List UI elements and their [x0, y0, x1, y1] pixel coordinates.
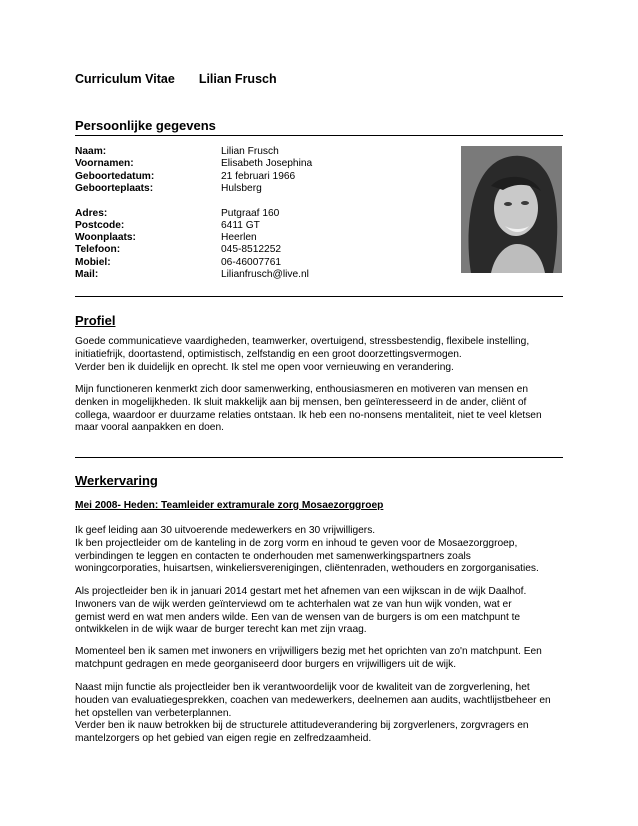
profiel-paragraph-2 — [75, 384, 565, 435]
personal-value: 045-8512252 — [221, 244, 282, 255]
personal-label: Naam: — [75, 146, 107, 157]
text-line: mantelzorgers op het gebied van eigen regie en zelfredzaamheid. — [75, 733, 372, 745]
text-line: Goede communicatieve vaardigheden, teamwerker, overtuigend, stressbestendig, flexibele instelling, — [75, 336, 530, 347]
text-line: houden van evaluatiegesprekken, coachen van medewerkers, deelnemen aan audits, wachtlijstbeheer en — [75, 694, 551, 706]
text-line: verbindingen te leggen en contacten te onderhouden met samenwerkingspartners zoals — [75, 550, 471, 562]
job-title: Mei 2008- Heden: Teamleider extramurale zorg Mosaezorggroep — [75, 500, 384, 511]
personal-value: 6411 GT — [221, 220, 260, 231]
personal-label: Voornamen: — [75, 158, 134, 169]
text-line: matchpunt gedragen en mede georganiseerd door burgers en vrijwilligers uit de wijk. — [75, 658, 457, 670]
personal-value: Lilian Frusch — [221, 146, 279, 157]
text-line: Ik ben projectleider om de kanteling in de zorg vorm en inhoud te geven voor de Mosaezorggroep, — [75, 537, 518, 549]
text-line: Naast mijn functie als projectleider ben ik verantwoordelijk voor de kwaliteit van de zorgverlening, het — [75, 682, 530, 693]
personal-value: 06-46007761 — [221, 257, 282, 268]
divider — [75, 135, 563, 136]
personal-label: Mail: — [75, 269, 99, 280]
text-line: woningcorporaties, huisartsen, winkeliersverenigingen, cliëntenraden, wethouders en zorgorganisaties. — [75, 563, 539, 575]
text-line: Ik geef leiding aan 30 uitvoerende medewerkers en 30 vrijwilligers. — [75, 525, 376, 536]
personal-label: Telefoon: — [75, 244, 121, 255]
text-line: initiatiefrijk, doortastend, optimistisch, zelfstandig en een groot doorzettingsvermogen. — [75, 348, 462, 360]
portrait-image — [461, 146, 562, 273]
text-line: denken in mogelijkheden. Ik sluit makkelijk aan bij mensen, ben geïnteresseerd in de ander, cliënt of — [75, 396, 527, 408]
personal-label: Mobiel: — [75, 257, 111, 268]
profile-photo — [461, 146, 562, 273]
text-line: collega, waardoor er duurzame relaties ontstaan. Ik heb een no-nonsens mentaliteit, niet te veel kletsen — [75, 409, 542, 421]
personal-value: Heerlen — [221, 232, 257, 243]
personal-value: 21 februari 1966 — [221, 171, 296, 182]
personal-label: Geboortedatum: — [75, 171, 155, 182]
personal-section-title: Persoonlijke gegevens — [75, 118, 216, 133]
personal-label: Adres: — [75, 208, 108, 219]
text-line: het opstellen van verbeterplannen. — [75, 707, 232, 719]
text-line: Verder ben ik duidelijk en oprecht. Ik stel me open voor vernieuwing en verandering. — [75, 361, 454, 373]
text-line: Inwoners van de wijk werden geïnterviewd om te achterhalen wat ze van hun wijk vonden, wat er — [75, 598, 512, 610]
profiel-section-title: Profiel — [75, 313, 116, 328]
text-line: Mijn functioneren kenmerkt zich door samenwerking, enthousiasmeren en motiveren van mensen en — [75, 384, 529, 395]
text-line: gemist werd en wat men anders wilde. Een van de wensen van de burgers is om een matchpunt te — [75, 611, 521, 623]
document-title — [75, 72, 277, 86]
text-line: ontwikkelen in de wijk waar de burger terecht kan met zijn vraag. — [75, 624, 367, 636]
personal-label: Woonplaats: — [75, 232, 136, 243]
person-name: Lilian Frusch — [198, 72, 277, 86]
text-line: Als projectleider ben ik in januari 2014 gestart met het afnemen van een wijkscan in de wijk Daalhof. — [75, 586, 527, 597]
divider — [75, 457, 563, 458]
personal-value: Hulsberg — [221, 183, 262, 194]
personal-value: Putgraaf 160 — [221, 208, 280, 219]
divider — [75, 296, 563, 297]
werk-section-title: Werkervaring — [75, 473, 158, 488]
werk-paragraph-3 — [75, 646, 565, 672]
text-line: maar vooral aanpakken en doen. — [75, 422, 224, 434]
profiel-paragraph-1 — [75, 336, 565, 374]
cv-label: Curriculum Vitae — [75, 72, 175, 86]
werk-paragraph-2 — [75, 586, 565, 637]
personal-value: Lilianfrusch@live.nl — [221, 269, 309, 280]
personal-label: Postcode: — [75, 220, 125, 231]
werk-paragraph-1 — [75, 525, 565, 576]
personal-value: Elisabeth Josephina — [221, 158, 313, 169]
werk-paragraph-4 — [75, 682, 565, 746]
text-line: Verder ben ik nauw betrokken bij de structurele attitudeverandering bij zorgverleners, zorgvragers en — [75, 720, 529, 732]
text-line: Momenteel ben ik samen met inwoners en vrijwilligers bezig met het oprichten van zo'n matchpunt. Een — [75, 646, 542, 657]
personal-label: Geboorteplaats: — [75, 183, 154, 194]
